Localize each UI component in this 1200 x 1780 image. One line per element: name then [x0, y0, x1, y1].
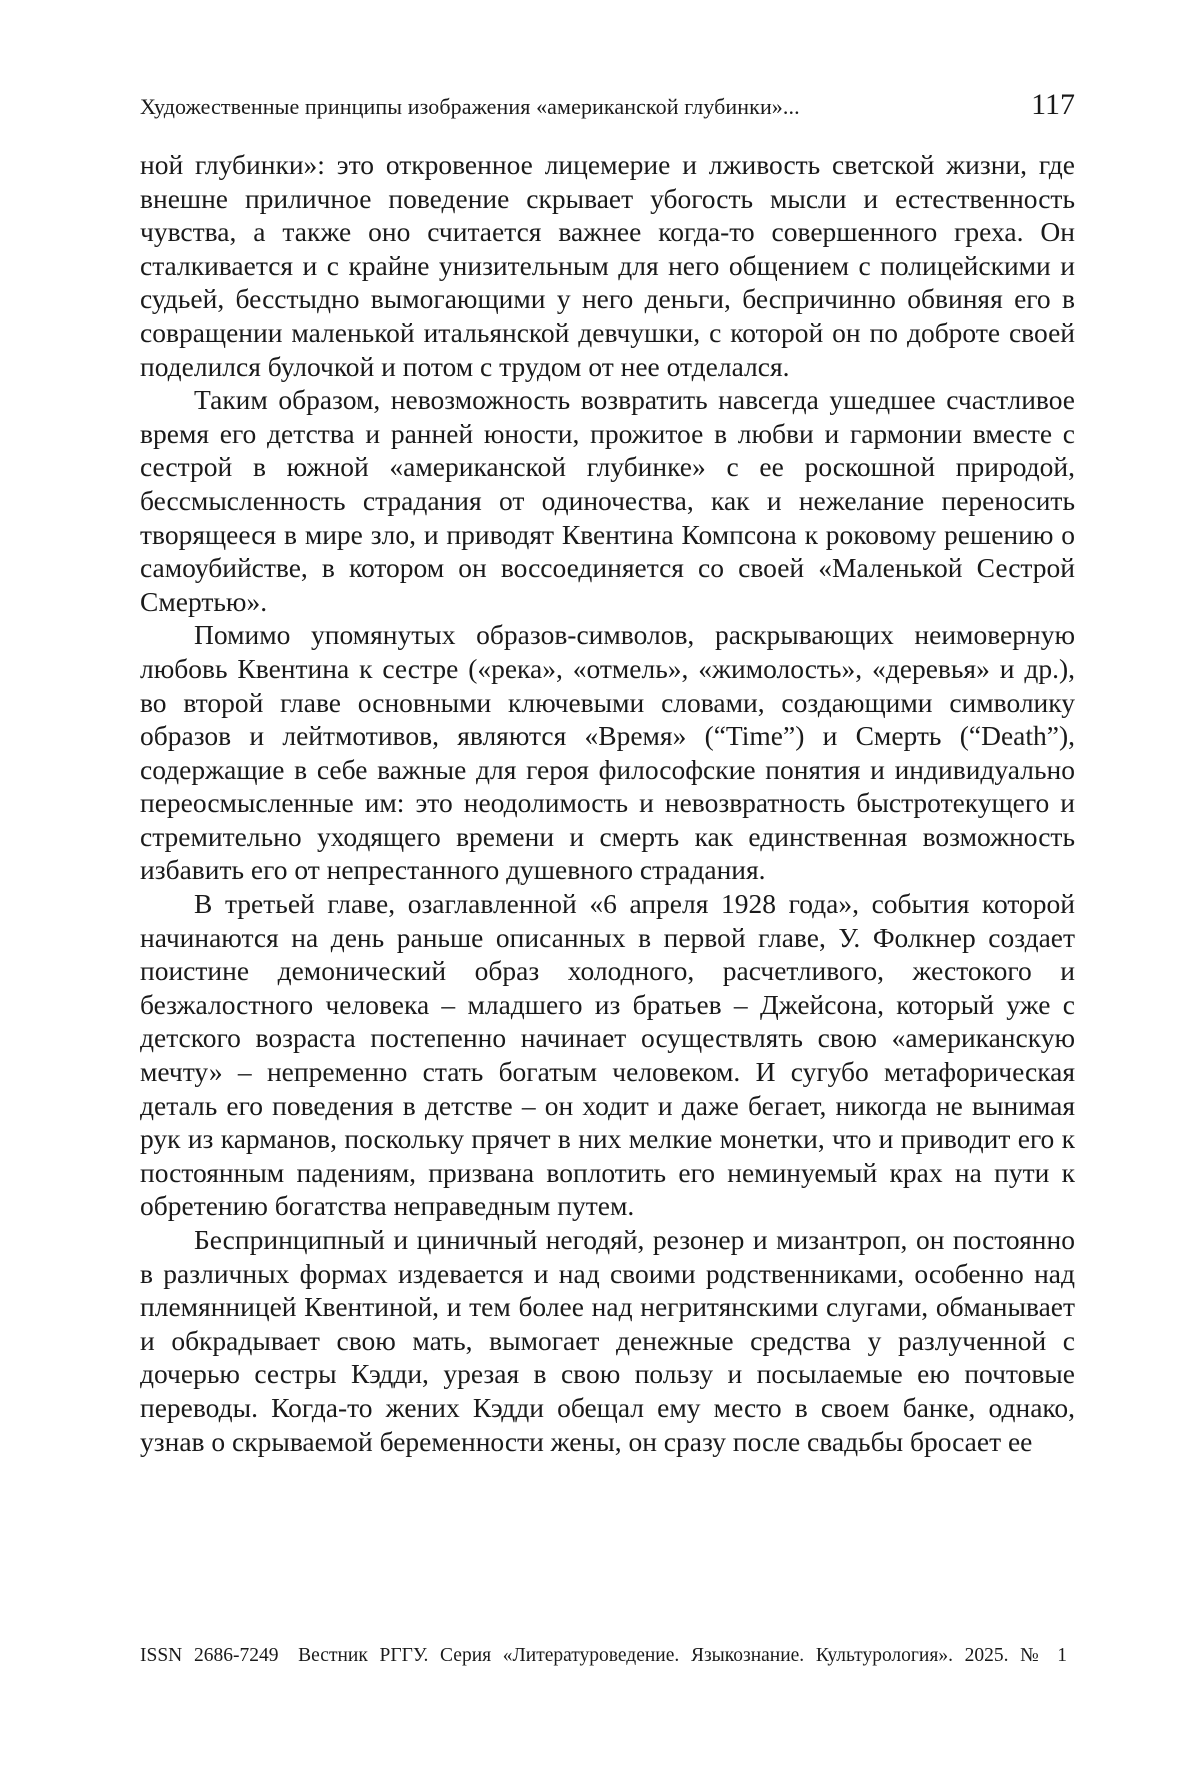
footer-journal: Вестник РГГУ. Серия «Литературоведение. Языкознание. Культурология». 2025. № 1	[298, 1645, 1067, 1666]
paragraph-5: Беспринципный и циничный негодяй, резонер и мизантроп, он постоянно в различных формах издевается и над своими родствен­никами, особенно над племянницей Квентиной, и тем более над негритянскими слугами, обманывает и обкрадывает свою мать, вы­могает денежные средства у разлученной с дочерью сестры Кэдди, урезая в свою пользу и посылаемые ею почтовые переводы. Когда-то жених Кэдди обещал ему место в своем банке, однако, узнав о скрываемой беременности жены, он сразу после свадьбы бросает ее	[140, 1223, 1075, 1458]
paragraph-2: Таким образом, невозможность возвратить навсегда ушедшее счастливое время его детства и ранней юности, прожитое в любви и гармонии вместе с сестрой в южной «американской глубинке» с ее роскошной природой, бессмысленность страдания от одиночества, как и нежелание переносить творящееся в мире зло, и приводят Квентина Компсона к роковому решению о самоубийстве, в кото­ром он воссоединяется со своей «Маленькой Сестрой Смертью».	[140, 383, 1075, 618]
page-number: 117	[1031, 88, 1075, 122]
footer-issn: ISSN 2686-7249	[140, 1645, 278, 1666]
running-head	[140, 88, 1075, 128]
paragraph-3: Помимо упомянутых образов-символов, раскрывающих неимо­верную любовь Квентина к сестре («река», «отмель», «жимолость», «деревья» и др.), во второй главе основными ключевыми словами, создающими символику образов и лейтмотивов, являются «Вре­мя» (“Time”) и Смерть (“Death”), содержащие в себе важные для героя философские понятия и индивидуально переосмысленные им: это неодолимость и невозвратность быстротекущего и стреми­тельно уходящего времени и смерть как единственная возможность избавить его от непрестанного душевного страдания.	[140, 618, 1075, 887]
paragraph-1: ной глубинки»: это откровенное лицемерие и лживость светской жизни, где внешне приличное поведение скрывает убогость мысли и естественность чувства, а также оно считается важнее когда-то совершенного греха. Он сталкивается и с крайне унизительным для него общением с полицейскими и судьей, бесстыдно вымогающими у него деньги, беспричинно обвиняя его в совращении маленькой итальянской девчушки, с которой он по доброте своей поделился булочкой и потом с трудом от нее отделался.	[140, 148, 1075, 383]
page-footer	[140, 1645, 1075, 1667]
article-body	[140, 148, 1075, 1458]
paragraph-4: В третьей главе, озаглавленной «6 апреля 1928 года», события которой начинаются на день раньше описанных в первой главе, У. Фолкнер создает поистине демонический образ холодного, расчетливого, жестокого и безжалостного человека – младшего из братьев – Джейсона, который уже с детского возраста постепенно начинает осуществлять свою «американскую мечту» – непремен­но стать богатым человеком. И сугубо метафорическая деталь его поведения в детстве – он ходит и даже бегает, никогда не вынимая рук из карманов, поскольку прячет в них мелкие монетки, что и приводит его к постоянным падениям, призвана воплотить его не­минуемый крах на пути к обретению богатства неправедным путем.	[140, 887, 1075, 1223]
running-title: Художественные принципы изображения «американской глубинки»...	[140, 94, 800, 120]
